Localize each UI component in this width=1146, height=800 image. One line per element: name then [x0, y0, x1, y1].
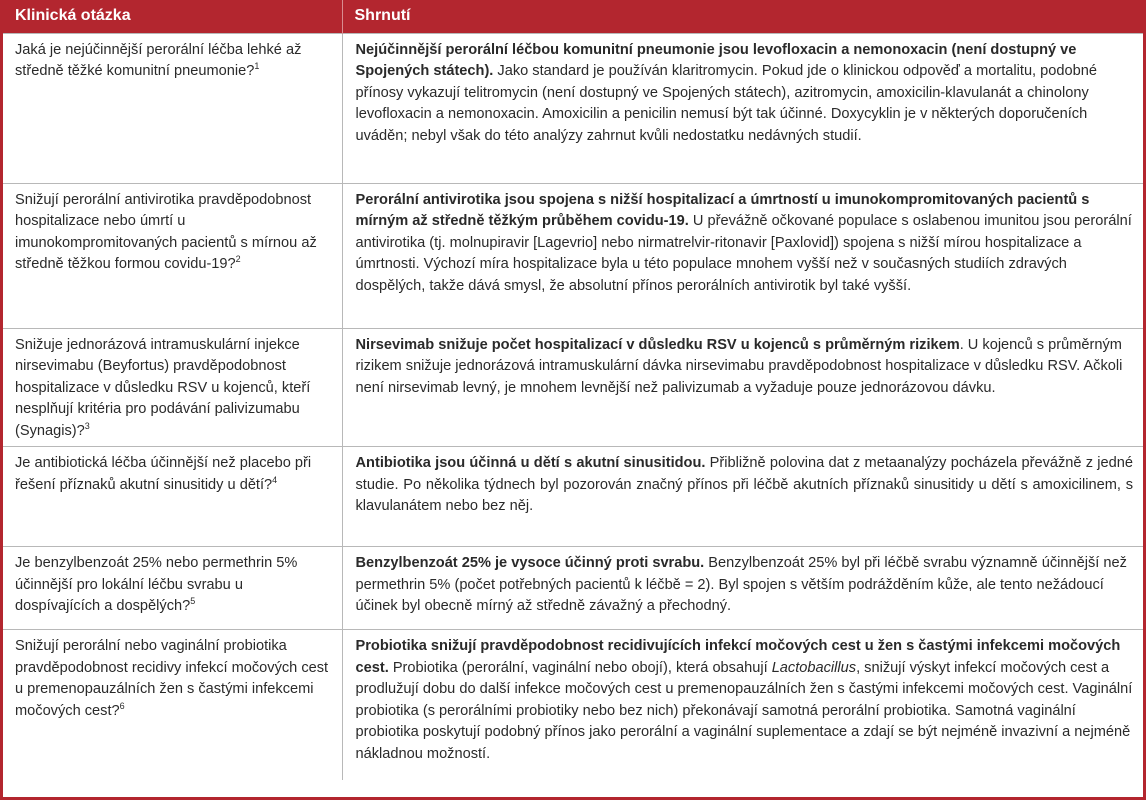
summary-lead: Perorální antivirotika jsou spojena s nižší hospitalizací a úmrtností u imunokompromitovaných pacientů s mírným až středně těžkým průběhem covidu-19. — [355, 191, 1090, 229]
summary-cell — [342, 328, 1143, 447]
question-text: Snižuje jednorázová intramuskulární injekce nirsevimabu (Beyfortus) pravděpodobnost hospitalizace v důsledku RSV u kojenců, kteří nesplňují kritéria pro podávání palivizumabu (Synagis)? — [15, 336, 311, 439]
summary-cell — [342, 547, 1143, 630]
summary-body: Probiotika (perorální, vaginální nebo obojí), která obsahují — [388, 659, 772, 676]
table-row — [3, 447, 1143, 547]
summary-cell — [342, 630, 1143, 780]
question-text: Snižují perorální nebo vaginální probiotika pravděpodobnost recidivy infekcí močových cest u premenopauzálních žen s častými infekcemi močových cest? — [15, 638, 329, 719]
table-row — [3, 328, 1143, 447]
summary-lead: Nirsevimab snižuje počet hospitalizací v důsledku RSV u kojenců s průměrným rizikem — [355, 336, 960, 353]
reference-number: 5 — [190, 596, 196, 607]
table-row — [3, 547, 1143, 630]
summary-lead: Antibiotika jsou účinná u dětí s akutní sinusitidou. — [355, 455, 706, 471]
summary-cell — [342, 447, 1143, 547]
question-cell — [3, 547, 342, 630]
question-cell — [3, 33, 342, 183]
summary-body: U převážně očkované populace s oslabenou imunitou jsou perorální antivirotika (tj. molnupiravir [Lagevrio] nebo nirmatrelvir-ritonavir [Paxlovid]) spojena s nižší mírou hospitalizace a úmrtnosti. Výchozí míra hospitalizace byla u této populace mnohem vyšší než v současných studiích zdravých dospělých, takže dává smysl, že absolutní přínos perorálních antivirotik byl také vyšší. — [355, 213, 1132, 294]
question-cell — [3, 328, 342, 447]
reference-number: 6 — [119, 700, 125, 711]
question-text: Snižují perorální antivirotika pravděpodobnost hospitalizace nebo úmrtí u imunokompromitovaných pacientů s mírnou až středně těžkou formou covidu-19? — [15, 191, 317, 272]
question-cell — [3, 630, 342, 780]
question-cell — [3, 447, 342, 547]
reference-number: 4 — [272, 474, 278, 485]
reference-number: 1 — [254, 61, 260, 72]
summary-cell — [342, 33, 1143, 183]
summary-lead: Benzylbenzoát 25% je vysoce účinný proti svrabu. — [355, 555, 705, 571]
reference-number: 3 — [84, 420, 90, 431]
table-row — [3, 630, 1143, 780]
question-text: Jaká je nejúčinnější perorální léčba lehké až středně těžké komunitní pneumonie? — [15, 41, 302, 79]
reference-number: 2 — [235, 254, 241, 265]
summary-italic-term: Lactobacillus — [771, 659, 857, 676]
clinical-questions-table — [3, 0, 1143, 780]
table-row — [3, 33, 1143, 183]
summary-body: Přibližně polovina dat z metaanalýzy pocházela převážně z jedné studie. Po několika týdnech byl pozorován značný přínos při léčbě akutních příznaků sinusitidy u dětí s amoxicilinem, s klavulanátem nebo bez něj. — [355, 455, 1133, 514]
header-summary: Shrnutí — [342, 0, 1143, 33]
header-clinical-question: Klinická otázka — [3, 0, 342, 33]
table-row — [3, 183, 1143, 328]
summary-body: . U kojenců s průměrným rizikem snižuje jednorázová intramuskulární dávka nirsevimabu pravděpodobnost hospitalizace v důsledku RSV. Ačkoli není nirsevimab levný, je mnohem levnější než palivizumab a vyžaduje pouze jednorázovou dávku. — [355, 336, 1123, 396]
table-header-row — [3, 0, 1143, 33]
summary-body: Jako standard je používán klaritromycin. Pokud jde o klinickou odpověď a mortalitu, podobné přínosy vykazují telitromycin (není dostupný ve Spojených státech), azitromycin, amoxicilin-klavulanát a chinolony levofloxacin a nemonoxacin. Amoxicilin a penicilin nemusí být tak účinné. Doxycyklin je v některých doporučeních uváděn; nebyl však do této analýzy zahrnut kvůli nedostatku nedávných studií. — [355, 63, 1097, 144]
summary-body: Benzylbenzoát 25% byl při léčbě svrabu významně účinnější než permethrin 5% (počet potřebných pacientů k léčbě = 2). Byl spojen s větším podrážděním kůže, ale tento nežádoucí účinek byl obecně mírný až středně závažný a přechodný. — [355, 555, 1127, 614]
summary-lead: Probiotika snižují pravděpodobnost recidivujících infekcí močových cest u žen s častými infekcemi močových cest. — [355, 638, 1121, 676]
question-text: Je benzylbenzoát 25% nebo permethrin 5% účinnější pro lokální léčbu svrabu u dospívajících a dospělých? — [15, 555, 298, 614]
question-text: Je antibiotická léčba účinnější než placebo při řešení příznaků akutní sinusitidy u dětí? — [15, 455, 312, 493]
question-cell — [3, 183, 342, 328]
summary-body-continued: , snižují výskyt infekcí močových cest a prodlužují dobu do další infekce močových cest u premenopauzálních žen s častými infekcemi močových cest. Vaginální probiotika (s perorálními probiotiky nebo bez nich) překonávají samotná perorální probiotika. Samotná vaginální probiotika poskytují podobný přínos jako perorální a vaginální suplementace a zdají se být nejméně invazivní a nejméně nákladnou možností. — [355, 659, 1133, 762]
summary-cell — [342, 183, 1143, 328]
summary-lead: Nejúčinnější perorální léčbou komunitní pneumonie jsou levofloxacin a nemonoxacin (není dostupný ve Spojených státech). — [355, 41, 1077, 79]
